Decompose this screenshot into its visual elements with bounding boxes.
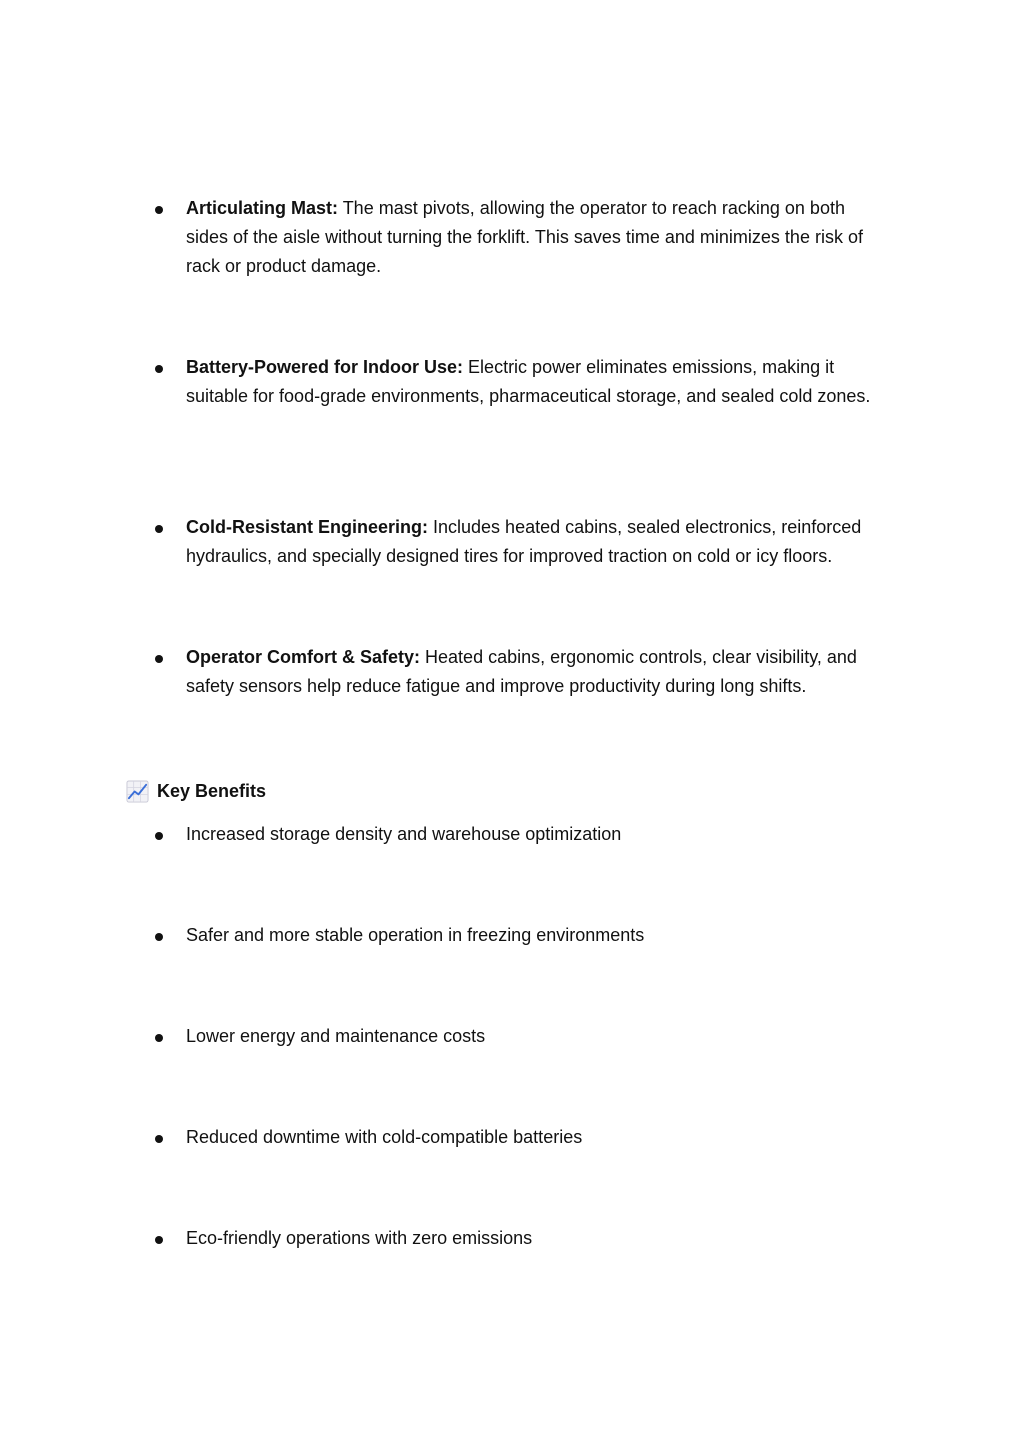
feature-term: Cold-Resistant Engineering: xyxy=(186,517,429,537)
feature-description: Includes heated cabins, sealed electronics, reinforced hydraulics, and specially designed tires for improved traction on cold or icy floors. xyxy=(186,517,862,566)
feature-term: Operator Comfort & Safety: xyxy=(186,647,421,667)
bullet-marker xyxy=(155,933,163,941)
feature-description: Heated cabins, ergonomic controls, clear visibility, and safety sensors help reduce fatigue and improve productivity during long shifts. xyxy=(186,647,857,696)
benefit-item: Reduced downtime with cold-compatible batteries xyxy=(186,1127,583,1147)
feature-description: Electric power eliminates emissions, making it suitable for food-grade environments, pharmaceutical storage, and sealed cold zones. xyxy=(186,357,871,406)
feature-item-battery-powered xyxy=(186,353,891,411)
benefit-item: Eco-friendly operations with zero emissions xyxy=(186,1228,533,1248)
benefit-item: Safer and more stable operation in freezing environments xyxy=(186,925,645,945)
key-benefits-heading xyxy=(126,777,266,805)
bullet-marker xyxy=(155,655,163,663)
bullet-marker xyxy=(155,525,163,533)
bullet-marker xyxy=(155,1236,163,1244)
benefit-item: Increased storage density and warehouse optimization xyxy=(186,824,622,844)
benefit-item: Lower energy and maintenance costs xyxy=(186,1026,486,1046)
feature-description: The mast pivots, allowing the operator to reach racking on both sides of the aisle without turning the forklift. This saves time and minimizes the risk of rack or product damage. xyxy=(186,198,863,276)
chart-increasing-icon xyxy=(126,780,149,803)
bullet-marker xyxy=(155,365,163,373)
feature-item-operator-comfort xyxy=(186,643,891,701)
bullet-marker xyxy=(155,1034,163,1042)
bullet-marker xyxy=(155,206,163,214)
bullet-marker xyxy=(155,1135,163,1143)
feature-item-cold-resistant xyxy=(186,513,891,571)
bullet-marker xyxy=(155,832,163,840)
section-title: Key Benefits xyxy=(157,781,267,801)
feature-item-articulating-mast xyxy=(186,194,891,281)
feature-term: Battery-Powered for Indoor Use: xyxy=(186,357,464,377)
feature-term: Articulating Mast: xyxy=(186,198,339,218)
